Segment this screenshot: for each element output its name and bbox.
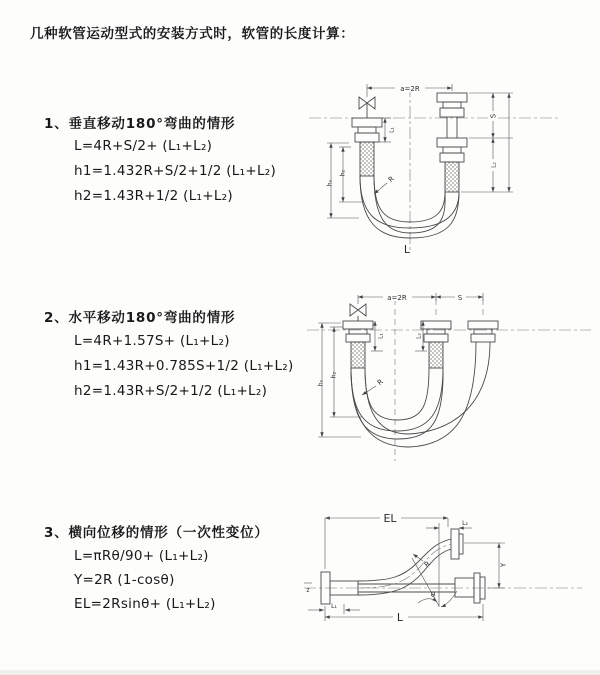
svg-text:θ: θ [430,591,436,599]
svg-text:S: S [457,294,463,302]
hose-fitting-right [437,93,467,192]
svg-text:z: z [306,587,310,594]
dim-l1 [308,603,360,614]
hose-fitting-right-moved [468,321,498,342]
page-bottom-edge [0,670,600,675]
radius-callout [374,175,396,194]
formula-line: h1=1.43R+0.785S+1/2 (L₁+L₂) [74,358,294,374]
formula-line: h2=1.43R+1/2 (L₁+L₂) [74,188,233,204]
angle-theta [418,591,457,607]
dim-l [325,604,483,624]
valve-icon [359,84,375,118]
valve-icon [350,295,366,321]
svg-text:a=2R: a=2R [387,294,407,302]
dim-a2r [367,83,452,93]
dim-s [436,292,483,302]
svg-text:h₂: h₂ [330,371,338,379]
page-title: 几种软管运动型式的安装方式时，软管的长度计算： [30,26,355,42]
dim-l2 [426,520,472,528]
hose-fitting-left [352,118,382,176]
hose-fitting-middle [421,321,451,368]
svg-text:L₁: L₁ [377,333,385,339]
formula-line: h2=1.43R+S/2+1/2 (L₁+L₂) [74,383,268,399]
svg-text:L: L [396,611,404,624]
dim-l1 [377,118,396,142]
diagram-lateral-displacement [300,503,600,655]
svg-text:L₂: L₂ [415,333,423,339]
section-1-heading: 1、垂直移动180°弯曲的情形 [44,116,236,132]
formula-line: L=4R+1.57S+ (L₁+L₂) [74,333,230,349]
dim-el [325,512,448,569]
svg-text:h₂: h₂ [339,169,347,177]
svg-text:EL: EL [383,512,397,525]
section-3-heading: 3、横向位移的情形（一次性变位） [44,525,269,541]
dim-y [464,543,508,588]
svg-text:h₁: h₁ [326,179,334,187]
length-label: L [403,243,411,256]
formula-line: h1=1.432R+S/2+1/2 (L₁+L₂) [74,163,277,179]
svg-text:L₁: L₁ [388,127,396,133]
datum-symbol [304,583,312,594]
svg-text:R: R [375,377,385,388]
formula-line: EL=2Rsinθ+ (L₁+L₂) [74,596,216,612]
formula-line: L=4R+S/2+ (L₁+L₂) [74,138,213,154]
section-2-heading: 2、水平移动180°弯曲的情形 [44,310,236,326]
hose-s-curve-moved [358,539,451,595]
svg-text:R: R [386,174,396,185]
hose-u-bend [360,176,459,238]
hose-u-bends [351,342,490,447]
dim-s-l2 [461,93,513,192]
svg-text:L₁: L₁ [331,603,337,610]
formula-line: L=πRθ/90+ (L₁+L₂) [74,548,209,564]
dim-h1-h2 [318,323,364,437]
diagram-vertical-180-bend [303,73,565,263]
svg-text:L₂: L₂ [462,520,468,527]
svg-text:S: S [489,113,498,119]
svg-text:h₁: h₁ [317,379,325,387]
hose-fitting-left [343,321,373,368]
formula-line: Y=2R (1-cosθ) [74,572,175,588]
svg-text:Y: Y [499,562,508,568]
flange-upper-moved [451,529,463,559]
diagram-horizontal-180-bend [303,283,595,473]
svg-text:R: R [422,559,432,570]
svg-text:a=2R: a=2R [400,85,420,93]
dim-h1-h2 [327,143,364,218]
svg-text:L₂: L₂ [490,162,498,168]
